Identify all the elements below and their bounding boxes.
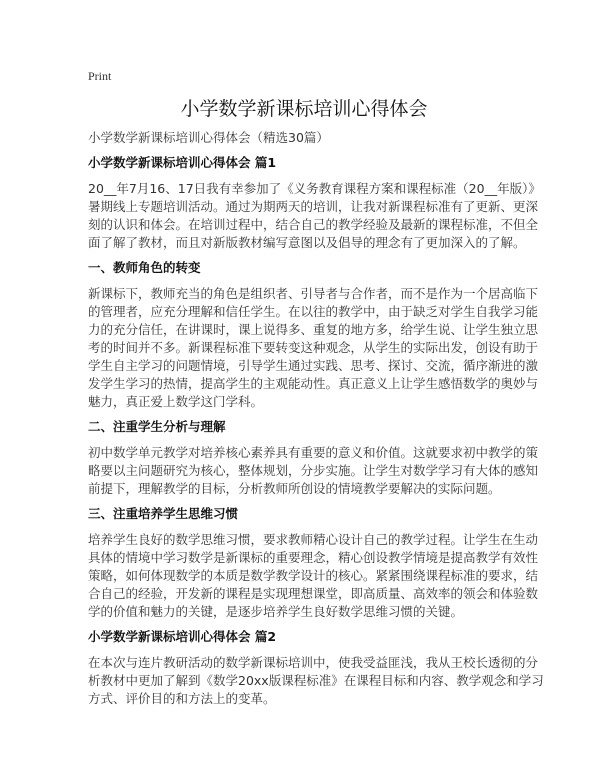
paragraph-line: 魅力，真正爱上数学这门学科。: [88, 394, 264, 409]
document-subtitle: 小学数学新课标培训心得体会（精选30篇）: [88, 130, 329, 145]
paragraph-line: 前提下，理解教学的目标，分析教师所创设的情境教学要解决的实际问题。: [88, 481, 501, 496]
paragraph-line: 学生自主学习的问题情境，引导学生通过实践、思考、探讨、交流，循序渐进的激: [88, 358, 539, 373]
paragraph-line: 暑期线上专题培训活动。通过为期两天的培训，让我对新课程标准有了更新、更深: [88, 199, 539, 214]
paragraph-line: 合自己的经验，开发新的课程是实现理想课堂，即高质量、高效率的领会和体验数: [88, 586, 539, 601]
paragraph-line: 学的价值和魅力的关键，是逐步培养学生良好数学思维习惯的关键。: [88, 604, 464, 619]
paragraph-line: 培养学生良好的数学思维习惯，要求教师精心设计自己的教学过程。让学生在生动: [88, 532, 539, 547]
paragraph-line: 面了解了教材，而且对新版教材编写意图以及倡导的理念有了更加深入的了解。: [88, 235, 526, 250]
section-paragraph: [88, 285, 539, 411]
paragraph-line: 具体的情境中学习数学是新课标的重要理念，精心创设教学情境是提高教学有效性: [88, 550, 539, 565]
paragraph-line: 新课标下，教师充当的角色是组织者、引导者与合作者，而不是作为一个居高临下: [88, 286, 539, 301]
section-heading: 三、注重培养学生思维习惯: [88, 506, 239, 521]
paragraph-line: 方式、评价目的和方法上的变革。: [88, 691, 276, 706]
section-paragraph: [88, 180, 541, 252]
paragraph-line: 析教材中更加了解到《数学20xx版课程标准》在课程目标和内容、教学观念和学习: [88, 673, 544, 688]
paragraph-line: 在本次与连片教研活动的数学新课标培训中，使我受益匪浅，我从王校长透彻的分: [88, 655, 539, 670]
section-heading: 一、教师角色的转变: [88, 260, 201, 275]
document-page: [88, 68, 544, 710]
page-title: 小学数学新课标培训心得体会: [180, 98, 428, 120]
section-paragraph: [88, 654, 544, 708]
section-heading: 小学数学新课标培训心得体会 篇1: [88, 155, 277, 170]
section-heading: 二、注重学生分析与理解: [88, 419, 226, 434]
section-paragraph: [88, 444, 539, 498]
paragraph-line: 初中数学单元教学对培养核心素养具有重要的意义和价值。这就要求初中教学的策: [88, 445, 539, 460]
section-paragraph: [88, 531, 539, 621]
paragraph-line: 刻的认识和体会。在培训过程中，结合自己的教学经验及最新的课程标准，不但全: [88, 217, 539, 232]
paragraph-line: 考的时间并不多。新课程标准下要转变这种观念，从学生的实际出发，创设有助于: [88, 340, 539, 355]
paragraph-line: 20__年7月16、17日我有幸参加了《义务教育课程方案和课程标准（20__年版）》: [88, 181, 541, 196]
paragraph-line: 略要以主问题研究为核心，整体规划，分步实施。让学生对数学学习有大体的感知: [88, 463, 539, 478]
paragraph-line: 策略，如何体现数学的本质是数学教学设计的核心。紧紧围绕课程标准的要求，结: [88, 568, 539, 583]
document-body: [88, 154, 544, 708]
paragraph-line: 发学生学习的热情，提高学生的主观能动性。真正意义上让学生感悟数学的奥妙与: [88, 376, 539, 391]
paragraph-line: 的管理者，应充分理解和信任学生。在以往的教学中，由于缺乏对学生自我学习能: [88, 304, 539, 319]
section-heading: 小学数学新课标培训心得体会 篇2: [88, 629, 277, 644]
paragraph-line: 力的充分信任，在讲课时，课上说得多、重复的地方多，给学生说、让学生独立思: [88, 322, 539, 337]
print-link[interactable]: Print: [88, 69, 112, 83]
